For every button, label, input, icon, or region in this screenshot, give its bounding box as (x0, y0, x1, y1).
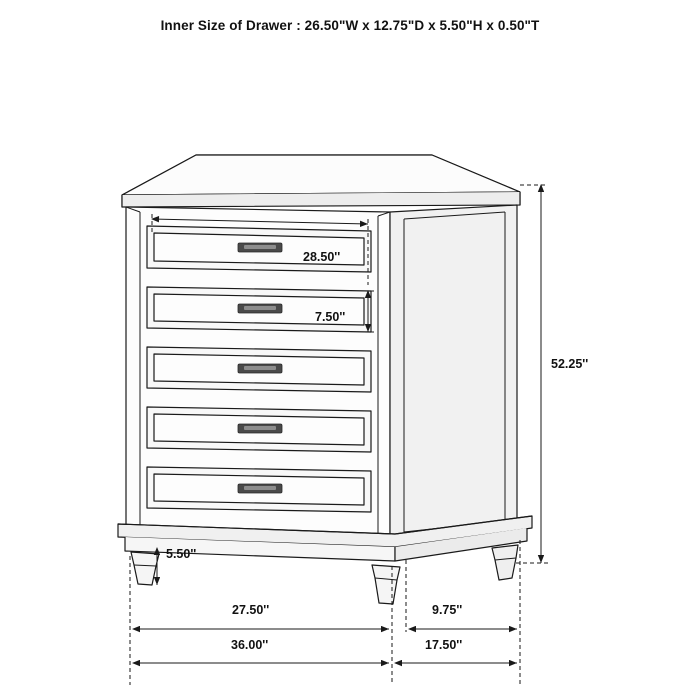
page-title: Inner Size of Drawer : 26.50"W x 12.75"D x 5.50"H x 0.50"T (160, 18, 540, 33)
chest-top-surface (122, 155, 520, 207)
handle-4 (238, 424, 282, 433)
label-drawer-height: 7.50'' (315, 310, 346, 324)
label-overall-width: 36.00'' (231, 638, 269, 652)
label-overall-depth: 17.50'' (425, 638, 463, 652)
handle-2 (238, 304, 282, 313)
label-total-height: 52.25'' (551, 357, 589, 371)
label-front-width: 27.50'' (232, 603, 270, 617)
handle-3 (238, 364, 282, 373)
label-drawer-width: 28.50'' (303, 250, 341, 264)
dim-total-height (516, 185, 548, 563)
handle-5 (238, 484, 282, 493)
label-side-depth: 9.75'' (432, 603, 463, 617)
label-leg-height: 5.50'' (166, 547, 197, 561)
handle-1 (238, 243, 282, 252)
